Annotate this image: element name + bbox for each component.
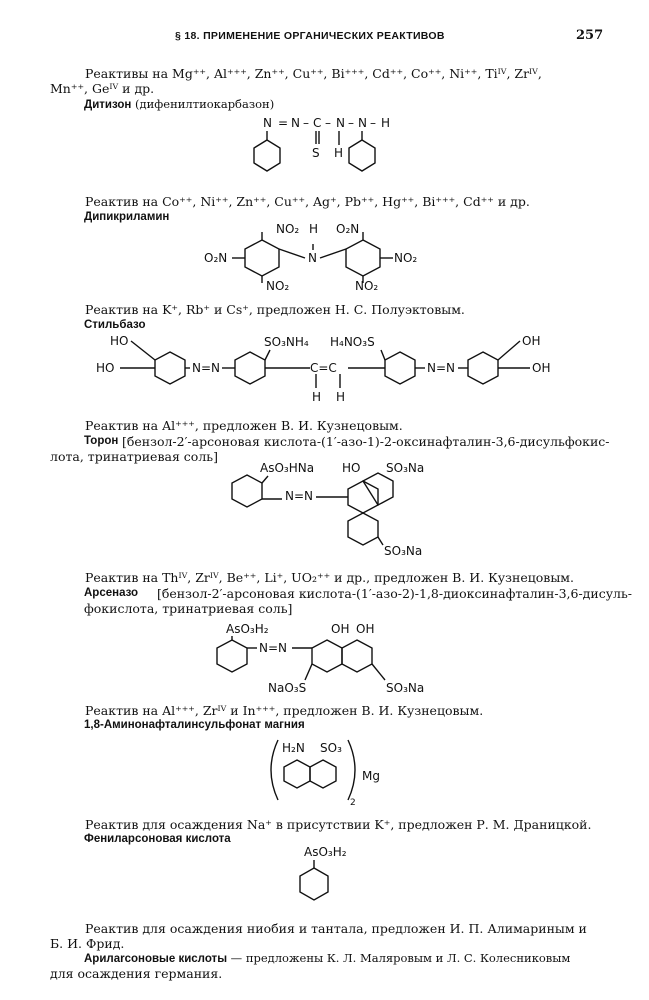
compound-description: [бензол-2′-арсоновая кислота-(1′-азо-2)-1,8-диоксинафталин-3,6-дисуль- — [157, 586, 633, 601]
atom-label: N — [291, 116, 300, 130]
group-label: HO — [96, 361, 115, 375]
group-label: NO₂ — [355, 279, 379, 293]
reagent-line: Реактив для осаждения Na⁺ в присутствии K⁺, предложен Р. М. Драницкой. — [85, 817, 592, 832]
compound-name: Арсеназо — [84, 587, 139, 599]
reagent-line: Реактив для осаждения ниобия и тантала, предложен И. П. Алимариным и — [85, 921, 587, 936]
reagent-line: Реактив на Al⁺⁺⁺, Zrᴵⱽ и In⁺⁺⁺, предложен В. И. Кузнецовым. — [85, 703, 484, 718]
reagent-line: Б. И. Фрид. — [50, 936, 125, 951]
atom-label: N — [308, 251, 317, 265]
compound-name-rest: (дифенилтиокарбазон) — [131, 97, 275, 111]
benzene-ring — [300, 868, 328, 900]
group-label: OH — [532, 361, 551, 375]
compound-name: 1,8-Аминонафталинсульфонат магния — [84, 719, 305, 731]
metal-label: Mg — [362, 769, 380, 783]
compound-name: Торон — [84, 435, 119, 447]
compound-name-rest: — предложены К. Л. Маляровым и Л. С. Колесниковым — [227, 951, 571, 965]
azo-label: N=N — [192, 361, 221, 375]
reagent-line: Реактив на Co⁺⁺, Ni⁺⁺, Zn⁺⁺, Cu⁺⁺, Ag⁺, Pb⁺⁺, Hg⁺⁺, Bi⁺⁺⁺, Cd⁺⁺ и др. — [85, 194, 530, 209]
atom-label: N — [358, 116, 367, 130]
section-title: § 18. ПРИМЕНЕНИЕ ОРГАНИЧЕСКИХ РЕАКТИВОВ — [175, 30, 445, 42]
group-label: AsO₃HNa — [260, 461, 315, 475]
reagent-line: Реактивы на Mg⁺⁺, Al⁺⁺⁺, Zn⁺⁺, Cu⁺⁺, Bi⁺⁺⁺, Cd⁺⁺, Co⁺⁺, Ni⁺⁺, Tiᴵⱽ, Zrᴵⱽ, — [85, 66, 542, 81]
compound-description: фокислота, тринатриевая соль] — [84, 601, 293, 616]
atom-label: N — [336, 116, 345, 130]
azo-label: N=N — [285, 489, 314, 503]
reagent-line: Mn⁺⁺, Geᴵⱽ и др. — [50, 81, 155, 96]
bond-label: – — [325, 116, 331, 130]
atom-label: H — [381, 116, 391, 130]
reagent-line: Реактив на Thᴵⱽ, Zrᴵⱽ, Be⁺⁺, Li⁺, UO₂⁺⁺ и др., предложен В. И. Кузнецовым. — [85, 570, 574, 585]
compound-description: [бензол-2′-арсоновая кислота-(1′-азо-1)-2-оксинафталин-3,6-дисульфокис- — [122, 434, 610, 449]
group-label: SO₃NH₄ — [264, 335, 309, 349]
bond-label: – — [370, 116, 376, 130]
atom-label: S — [312, 146, 320, 160]
group-label: SO₃Na — [386, 461, 425, 475]
vinyl-label: C=C — [310, 361, 337, 375]
compound-name: Стильбазо — [84, 319, 146, 331]
group-label: HO — [342, 461, 361, 475]
group-label: AsO₃H₂ — [304, 845, 347, 859]
page-number: 257 — [576, 28, 604, 43]
group-label: O₂N — [204, 251, 228, 265]
group-label: NO₂ — [394, 251, 418, 265]
group-label: OH — [522, 334, 541, 348]
compound-name: Дипикриламин — [84, 211, 170, 223]
bond-label: = — [278, 116, 289, 130]
group-label: SO₃Na — [384, 544, 423, 558]
atom-label: H — [336, 390, 346, 404]
atom-label: C — [313, 116, 322, 130]
compound-name-bold: Дитизон — [84, 99, 132, 111]
atom-label: H — [312, 390, 322, 404]
group-label: HO — [110, 334, 129, 348]
azo-label: N=N — [259, 641, 288, 655]
atom-label: N — [263, 116, 272, 130]
compound-description: лота, тринатриевая соль] — [50, 449, 218, 464]
group-label: H₄NO₃S — [330, 335, 375, 349]
atom-label: H — [309, 222, 319, 236]
group-label: SO₃Na — [386, 681, 425, 695]
group-label: OH — [356, 622, 375, 636]
group-label: O₂N — [336, 222, 360, 236]
compound-name-bold: Арилarсоновые кислоты — [84, 953, 228, 965]
group-label: NaO₃S — [268, 681, 307, 695]
compound-name — [84, 951, 570, 966]
reagent-line: Реактив на Al⁺⁺⁺, предложен В. И. Кузнецовым. — [85, 418, 403, 433]
group-label: H₂N — [282, 741, 305, 755]
group-label: NO₂ — [276, 222, 300, 236]
reagent-line: для осаждения германия. — [50, 966, 223, 981]
azo-label: N=N — [427, 361, 456, 375]
compound-name: Фениларсоновая кислота — [84, 833, 231, 845]
group-label: NO₂ — [266, 279, 290, 293]
reagent-line: Реактив на K⁺, Rb⁺ и Cs⁺, предложен Н. С. Полуэктовым. — [85, 302, 465, 317]
subscript-label: 2 — [350, 798, 356, 808]
bond-label: – — [348, 116, 354, 130]
group-label: OH — [331, 622, 350, 636]
group-label: AsO₃H₂ — [226, 622, 269, 636]
group-label: SO₃ — [320, 741, 342, 755]
atom-label: H — [334, 146, 344, 160]
bond-label: – — [303, 116, 309, 130]
